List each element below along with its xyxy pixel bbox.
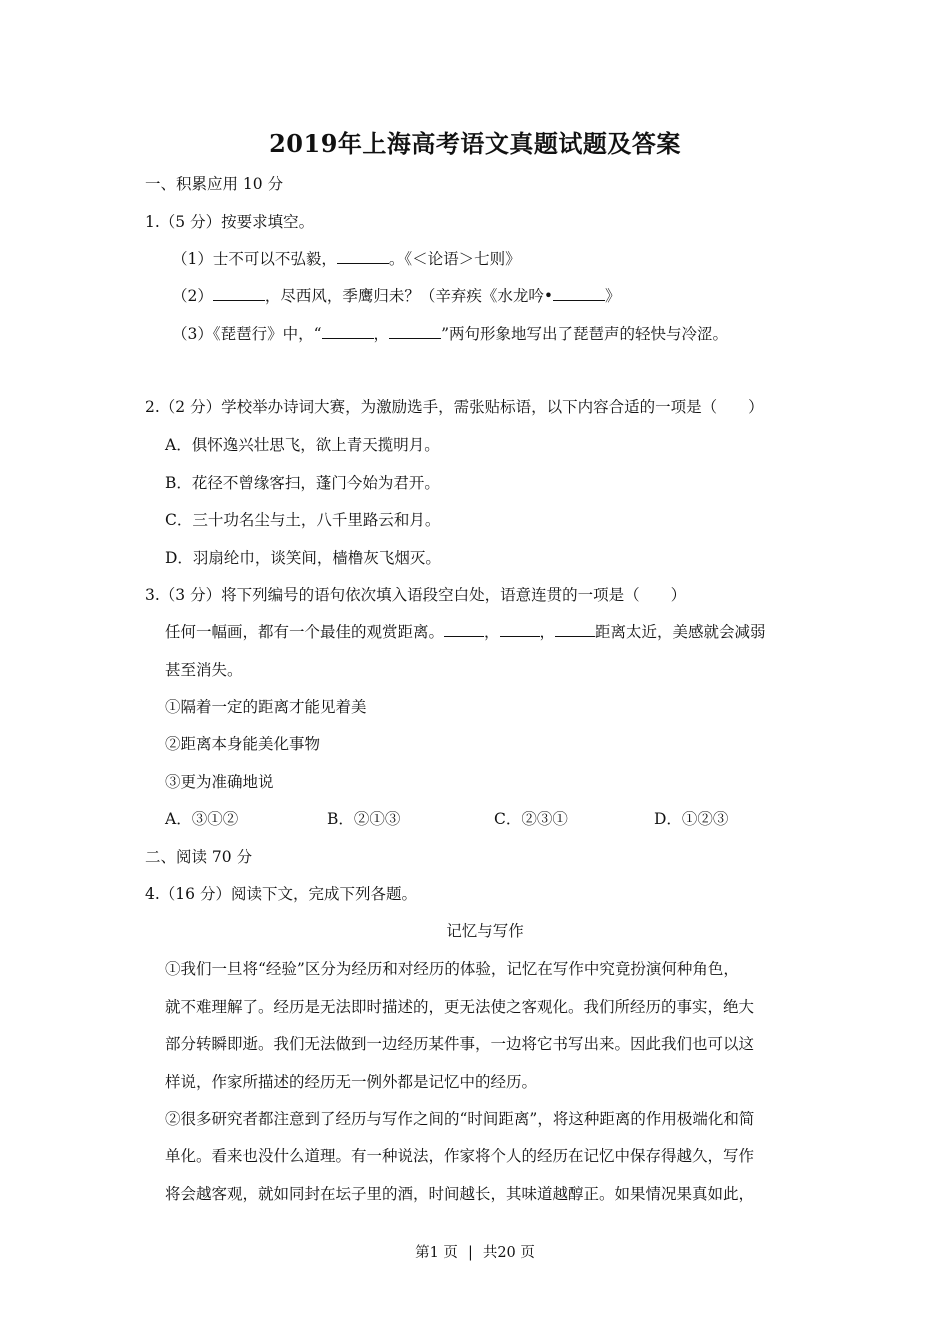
q3-comma: ， (484, 623, 500, 641)
page-number: 第1 页 (415, 1245, 458, 1261)
question-3-item-1: ①隔着一定的距离才能见着美 (165, 698, 367, 716)
question-2-option-d[interactable]: D．羽扇纶巾，谈笑间，樯橹灰飞烟灭。 (165, 549, 441, 567)
article-title: 记忆与写作 (446, 922, 524, 940)
q1-s2-middle: ，尽西风，季鹰归未？（辛弃疾《水龙吟• (264, 287, 554, 305)
question-2-option-b[interactable]: B．花径不曾缘客扫，蓬门今始为君开。 (165, 474, 440, 492)
answer-blank[interactable] (322, 324, 374, 339)
question-3-item-2: ②距离本身能美化事物 (165, 735, 321, 753)
answer-blank[interactable] (500, 622, 540, 637)
answer-blank[interactable] (389, 324, 441, 339)
question-3-passage-line-2: 甚至消失。 (165, 661, 243, 679)
q3-passage-prefix: 任何一幅画，都有一个最佳的观赏距离。 (165, 623, 445, 641)
question-2-option-a[interactable]: A．俱怀逸兴壮思飞，欲上青天揽明月。 (165, 436, 440, 454)
q1-s2-prefix: （2） (172, 287, 213, 305)
q1-s1-suffix: 。《＜论语＞七则》 (388, 250, 521, 268)
article-line: 部分转瞬即逝。我们无法做到一边经历某件事，一边将它书写出来。因此我们也可以这 (165, 1035, 755, 1053)
question-1-item-1 (172, 248, 521, 270)
answer-blank[interactable] (337, 249, 389, 264)
question-4-stem: 4.（16 分）阅读下文，完成下列各题。 (145, 885, 417, 903)
section-heading-2: 二、阅读 70 分 (145, 848, 253, 866)
answer-blank[interactable] (213, 286, 265, 301)
question-3-stem: 3.（3 分）将下列编号的语句依次填入语段空白处，语意连贯的一项是（ ） (145, 586, 687, 604)
question-3-option-c[interactable]: C．②③① (494, 810, 568, 828)
question-3-option-b[interactable]: B．②①③ (327, 810, 401, 828)
article-line: 将会越客观，就如同封在坛子里的酒，时间越长，其味道越醇正。如果情况果真如此， (165, 1185, 755, 1203)
q1-s3-prefix: （3）《琵琶行》中，“ (172, 325, 322, 343)
article-line: 样说，作家所描述的经历无一例外都是记忆中的经历。 (165, 1073, 538, 1091)
answer-blank[interactable] (553, 286, 605, 301)
page-title: 2019年上海高考语文真题试题及答案 (269, 129, 681, 158)
question-1-item-3 (172, 323, 728, 345)
question-2-option-c[interactable]: C．三十功名尘与土，八千里路云和月。 (165, 511, 441, 529)
article-line: ②很多研究者都注意到了经历与写作之间的“时间距离”，将这种距离的作用极端化和简 (165, 1110, 755, 1128)
footer-separator: | (467, 1245, 473, 1261)
question-1-stem: 1.（5 分）按要求填空。 (145, 213, 315, 231)
section-heading-1: 一、积累应用 10 分 (145, 175, 284, 193)
answer-blank[interactable] (444, 622, 484, 637)
article-line: 单化。看来也没什么道理。有一种说法，作家将个人的经历在记忆中保存得越久，写作 (165, 1147, 755, 1165)
q3-passage-suffix: 距离太近，美感就会减弱 (595, 623, 766, 641)
answer-blank[interactable] (555, 622, 595, 637)
question-2-stem: 2.（2 分）学校举办诗词大赛，为激励选手，需张贴标语，以下内容合适的一项是（ ） (145, 398, 764, 416)
q1-s3-middle: ， (373, 325, 390, 343)
page-total: 共20 页 (482, 1245, 535, 1261)
article-line: ①我们一旦将“经验”区分为经历和对经历的体验，记忆在写作中究竟扮演何种角色， (165, 960, 739, 978)
question-1-item-2 (172, 285, 621, 307)
question-3-option-a[interactable]: A．③①② (165, 810, 239, 828)
q1-s1-prefix: （1）士不可以不弘毅， (172, 250, 337, 268)
q1-s2-suffix: 》 (605, 287, 621, 305)
page-footer (0, 1243, 950, 1263)
q1-s3-suffix: ”两句形象地写出了琵琶声的轻快与冷涩。 (441, 325, 728, 343)
q3-comma: ， (539, 623, 556, 641)
question-3-option-d[interactable]: D．①②③ (654, 810, 729, 828)
question-3-passage-line-1 (165, 621, 766, 643)
article-line: 就不难理解了。经历是无法即时描述的，更无法使之客观化。我们所经历的事实，绝大 (165, 998, 755, 1016)
question-3-item-3: ③更为准确地说 (165, 773, 274, 791)
